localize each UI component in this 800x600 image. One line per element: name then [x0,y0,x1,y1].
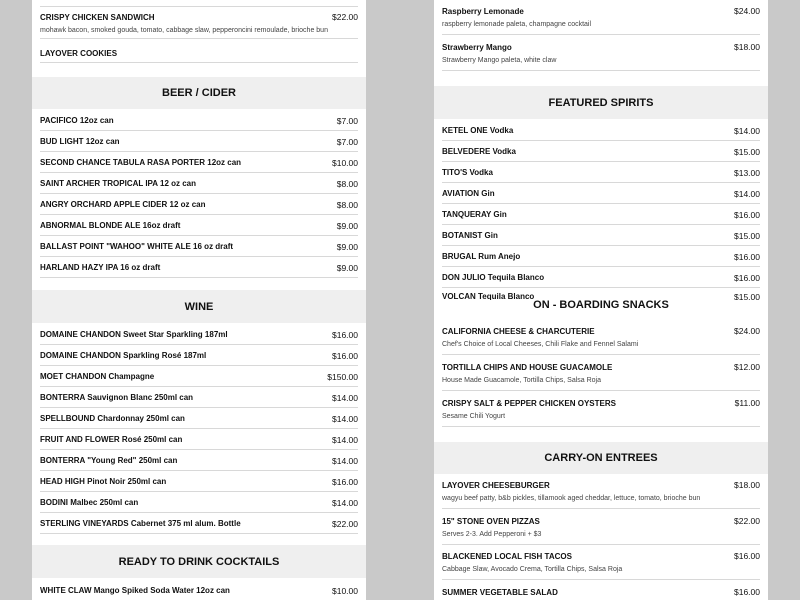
menu-item [442,292,760,300]
item-price: $10.00 [332,586,358,596]
menu-item [40,328,358,345]
menu-item [442,250,760,267]
item-price: $18.00 [734,42,760,52]
item-price: $10.00 [332,158,358,168]
item-price: $16.00 [734,587,760,597]
item-name: ABNORMAL BLONDE ALE 16oz draft [40,221,181,230]
menu-item [40,517,358,534]
menu-item [442,271,760,288]
item-price: $16.00 [332,351,358,361]
item-name: DOMAINE CHANDON Sparkling Rosé 187ml [40,351,207,360]
item-name: STERLING VINEYARDS Cabernet 375 ml alum. Bottle [40,519,241,528]
item-name: PACIFICO 12oz can [40,116,114,125]
item-name: CRISPY CHICKEN SANDWICH [40,13,155,22]
item-name: BUD LIGHT 12oz can [40,137,120,146]
menu-item [40,475,358,492]
item-description: Strawberry Mango paleta, white claw [442,57,557,64]
menu-item [442,326,760,355]
item-name: HARLAND HAZY IPA 16 oz draft [40,263,161,272]
menu-item [40,433,358,450]
menu-item [40,261,358,278]
item-price: $16.00 [734,210,760,220]
menu-item [442,42,760,71]
item-price: $8.00 [336,200,358,210]
item-price: $14.00 [332,498,358,508]
menu-item [40,370,358,387]
item-name: ANGRY ORCHARD APPLE CIDER 12 oz can [40,200,206,209]
item-name: BOTANIST Gin [442,231,498,240]
section-header-entrees: CARRY-ON ENTREES [434,442,768,474]
divider [40,6,358,7]
item-name: BODINI Malbec 250ml can [40,498,139,507]
item-price: $11.00 [734,398,760,408]
item-name: SPELLBOUND Chardonnay 250ml can [40,414,185,423]
item-name: CRISPY SALT & PEPPER CHICKEN OYSTERS [442,399,616,408]
menu-item [442,187,760,204]
menu-item [40,454,358,471]
item-description: Sesame Chili Yogurt [442,413,506,420]
menu-item [442,587,760,600]
right-top-menu-column [434,0,768,300]
item-price: $14.00 [332,393,358,403]
item-price: $24.00 [734,6,760,16]
item-name: AVIATION Gin [442,189,495,198]
item-name: WHITE CLAW Mango Spiked Soda Water 12oz can [40,586,230,595]
menu-item [442,551,760,580]
item-description: House Made Guacamole, Tortilla Chips, Salsa Roja [442,377,602,384]
menu-item [40,584,358,600]
item-name: SECOND CHANCE TABULA RASA PORTER 12oz can [40,158,242,167]
menu-item [40,349,358,366]
section-header-spirits: FEATURED SPIRITS [434,86,768,119]
item-name: SAINT ARCHER TROPICAL IPA 12 oz can [40,179,197,188]
menu-item [40,198,358,215]
item-description: mohawk bacon, smoked gouda, tomato, cabbage slaw, pepperoncini remoulade, brioche bun [40,27,328,34]
item-price: $22.00 [734,516,760,526]
menu-item [442,398,760,427]
menu-item [442,229,760,246]
item-name: DOMAINE CHANDON Sweet Star Sparkling 187ml [40,330,228,339]
item-price: $16.00 [332,477,358,487]
item-name: 15" STONE OVEN PIZZAS [442,517,540,526]
item-name: TORTILLA CHIPS AND HOUSE GUACAMOLE [442,363,613,372]
item-price: $16.00 [734,273,760,283]
item-name: LAYOVER COOKIES [40,49,118,58]
menu-item [40,177,358,194]
item-price: $14.00 [332,435,358,445]
item-price: $8.00 [336,179,358,189]
item-name: TITO'S Vodka [442,168,493,177]
item-price: $14.00 [734,126,760,136]
item-name: BONTERRA Sauvignon Blanc 250ml can [40,393,194,402]
item-price: $16.00 [734,252,760,262]
item-price: $16.00 [332,330,358,340]
section-header-wine: WINE [32,290,366,323]
item-price: $7.00 [336,137,358,147]
item-name: Strawberry Mango [442,43,512,52]
menu-item [442,480,760,509]
section-header-snacks: ON - BOARDING SNACKS [533,300,669,311]
menu-item [442,516,760,545]
item-price: $12.00 [734,362,760,372]
item-name: LAYOVER CHEESEBURGER [442,481,550,490]
item-description: raspberry lemonade paleta, champagne cocktail [442,21,592,28]
menu-item [40,135,358,152]
section-header-beer: BEER / CIDER [32,77,366,109]
right-bottom-menu-column [434,300,768,600]
menu-item [442,166,760,183]
item-description: wagyu beef patty, b&b pickles, tillamook aged cheddar, lettuce, tomato, brioche bun [442,495,701,502]
item-price: $15.00 [734,147,760,157]
menu-item [40,240,358,257]
item-price: $24.00 [734,326,760,336]
menu-item [442,124,760,141]
item-price: $22.00 [332,519,358,529]
menu-item [40,12,358,39]
item-name: VOLCAN Tequila Blanco [442,292,535,300]
left-menu-column [32,0,366,600]
item-price: $18.00 [734,480,760,490]
item-price: $14.00 [734,189,760,199]
item-price: $150.00 [327,372,358,382]
item-name: KETEL ONE Vodka [442,126,514,135]
section-header-cocktails: READY TO DRINK COCKTAILS [32,545,366,578]
menu-item [442,145,760,162]
item-price: $13.00 [734,168,760,178]
menu-item [442,208,760,225]
item-price: $9.00 [336,242,358,252]
item-price: $16.00 [734,551,760,561]
item-name: BONTERRA "Young Red" 250ml can [40,456,178,465]
item-price: $14.00 [332,414,358,424]
item-name: FRUIT AND FLOWER Rosé 250ml can [40,435,183,444]
item-name: TANQUERAY Gin [442,210,507,219]
item-name: BRUGAL Rum Anejo [442,252,521,261]
menu-item [442,6,760,35]
item-name: BLACKENED LOCAL FISH TACOS [442,552,572,561]
menu-item [442,362,760,391]
menu-item [40,156,358,173]
item-price: $15.00 [734,292,760,300]
item-description: Chef's Choice of Local Cheeses, Chili Flake and Fennel Salami [442,341,639,348]
item-price: $7.00 [336,116,358,126]
item-name: Raspberry Lemonade [442,7,524,16]
menu-item [40,391,358,408]
item-name: HEAD HIGH Pinot Noir 250ml can [40,477,167,486]
item-description: Cabbage Slaw, Avocado Crema, Tortilla Chips, Salsa Roja [442,566,623,573]
item-name: CALIFORNIA CHEESE & CHARCUTERIE [442,327,595,336]
item-name: BALLAST POINT "WAHOO" WHITE ALE 16 oz draft [40,242,234,251]
item-name: SUMMER VEGETABLE SALAD [442,588,558,597]
item-price: $22.00 [332,12,358,22]
item-price: $15.00 [734,231,760,241]
item-description: Serves 2-3. Add Pepperoni + $3 [442,531,542,538]
menu-item [40,412,358,429]
item-price: $14.00 [332,456,358,466]
menu-item [40,114,358,131]
item-price: $9.00 [336,221,358,231]
item-name: BELVEDERE Vodka [442,147,516,156]
menu-item [40,496,358,513]
menu-item [40,219,358,236]
item-name: DON JULIO Tequila Blanco [442,273,545,282]
menu-item [40,46,358,63]
item-name: MOET CHANDON Champagne [40,372,155,381]
item-price: $9.00 [336,263,358,273]
